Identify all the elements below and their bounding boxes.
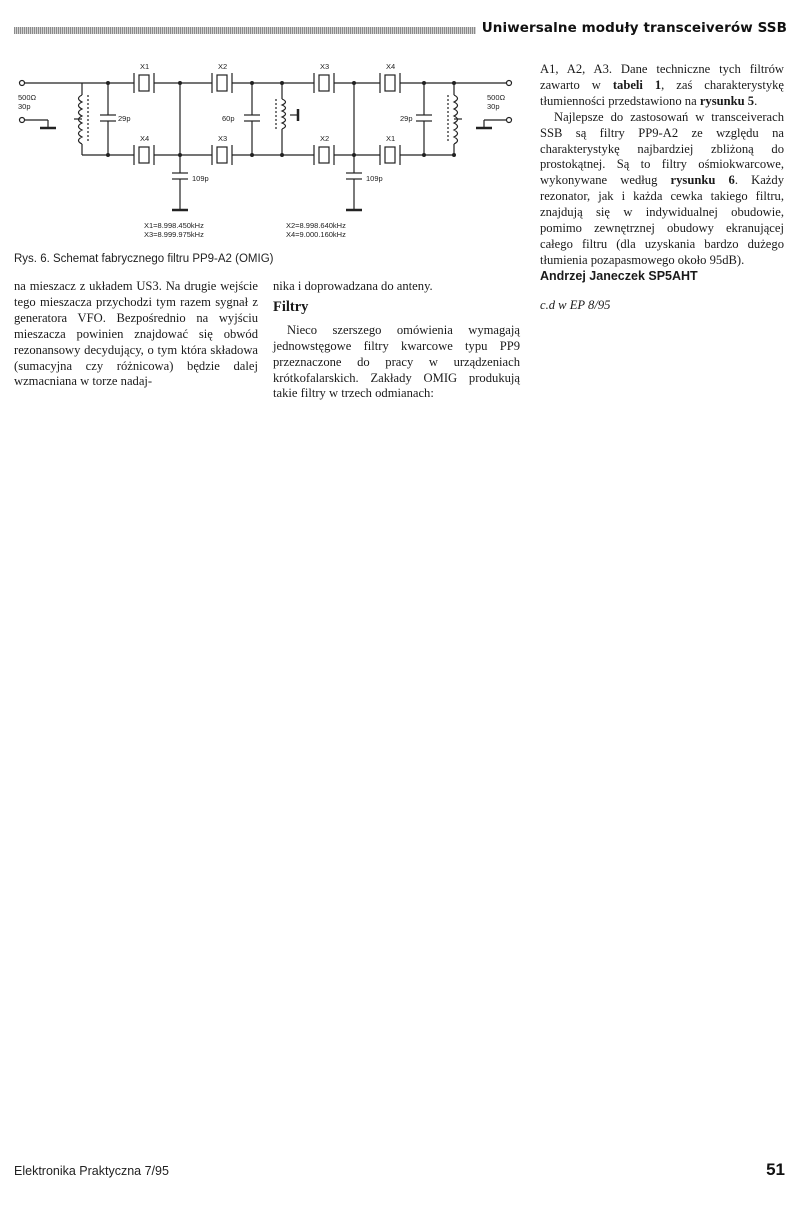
label-crystal-top-3: X3 <box>320 62 330 71</box>
paragraph-col2-intro: nika i doprowadzana do anteny. <box>273 279 433 293</box>
crystal-x4-top <box>385 75 395 91</box>
paragraph-col3-1: A1, A2, A3. Dane techniczne tych filtrów zawarto w tabeli 1, zaś charakterystykę tłumienności przedstawiono na rysunku 5. <box>540 62 785 108</box>
freq-note-right-1: X2=8.998.640kHz <box>286 221 346 230</box>
label-crystal-bottom-2: X3 <box>218 134 228 143</box>
port-right-capacitance: 30p <box>487 102 500 111</box>
coil-center <box>282 99 286 129</box>
label-crystal-bottom-3: X2 <box>320 134 330 143</box>
freq-note-left-1: X1=8.998.450kHz <box>144 221 204 230</box>
label-crystal-top-4: X4 <box>386 62 396 71</box>
running-header: Uniwersalne moduły transceiverów SSB <box>481 20 787 36</box>
header-decor-bar <box>14 27 476 34</box>
terminal-right-top <box>507 81 512 86</box>
ref-tabela: tabeli 1 <box>612 77 662 92</box>
label-crystal-top-1: X1 <box>140 62 150 71</box>
port-right-impedance: 500Ω <box>487 93 506 102</box>
author-signature: Andrzej Janeczek SP5AHT <box>540 268 698 283</box>
footer-magazine: Elektronika Praktyczna 7/95 <box>14 1164 169 1178</box>
label-cap-29p-right: 29p <box>400 114 413 123</box>
section-heading-filtry: Filtry <box>273 298 309 315</box>
label-crystal-top-2: X2 <box>218 62 228 71</box>
page-number: 51 <box>766 1160 785 1179</box>
port-left-impedance: 500Ω <box>18 93 37 102</box>
label-cap-60p: 60p <box>222 114 235 123</box>
column-3 <box>540 62 784 314</box>
label-cap-109p-right: 109p <box>366 174 383 183</box>
terminal-left-bottom <box>20 118 25 123</box>
crystal-x4-bottom <box>139 147 149 163</box>
crystal-x3-top <box>319 75 329 91</box>
label-crystal-bottom-1: X4 <box>140 134 150 143</box>
freq-note-right-2: X4=9.000.160kHz <box>286 230 346 239</box>
port-left-capacitance: 30p <box>18 102 31 111</box>
terminal-right-bottom <box>507 118 512 123</box>
crystal-x2-bottom <box>319 147 329 163</box>
label-crystal-bottom-4: X1 <box>386 134 396 143</box>
crystal-x1-top <box>139 75 149 91</box>
figure-caption: Rys. 6. Schemat fabrycznego filtru PP9-A2 (OMIG) <box>14 253 274 265</box>
paragraph-col1: na mieszacz z układem US3. Na drugie wejście tego mieszacza przychodzi tym razem sygnał z generatora VFO. Bezpośrednio na wyjściu mieszacza powinien znajdować się obwód rezonansowy decydujący, o tym która składowa (sumacyjna czy różnicowa) będzie dalej wzmacniana w torze nadaj- <box>14 279 258 389</box>
paragraph-col3-2: Najlepsze do zastosowań w transceiverach SSB są filtry PP9-A2 ze względu na charakterystykę najbardziej zbliżoną do prostokątnej. Są to filtry ośmiokwarcowe, wykonywane według rysunku 6. Każdy rezonator, jak i każda cewka takiego filtru, znajdują się w indywidualnej obudowie, pomimo zewnętrznej obudowy ekranującej całego filtru (dla uzyskania bardzo dużego tłumienia pozapasmowego około 95dB). <box>540 109 784 267</box>
label-cap-109p-left: 109p <box>192 174 209 183</box>
filter-schematic <box>14 55 514 245</box>
continuation-note: c.d w EP 8/95 <box>540 297 611 312</box>
ref-rysunek-6: rysunku 6 <box>670 173 735 188</box>
freq-note-left-2: X3=8.999.975kHz <box>144 230 204 239</box>
terminal-left-top <box>20 81 25 86</box>
label-cap-29p-left: 29p <box>118 114 131 123</box>
crystal-x3-bottom <box>217 147 227 163</box>
crystal-x2-top <box>217 75 227 91</box>
crystal-x1-bottom <box>385 147 395 163</box>
column-1 <box>14 279 258 390</box>
paragraph-col2: Nieco szerszego omówienia wymagają jednowstęgowe filtry kwarcowe typu PP9 przeznaczone do pracy w urządzeniach krótkofalarskich. Zakłady OMIG produkują takie filtry w trzech odmianach: <box>273 322 520 401</box>
column-2 <box>273 279 520 402</box>
ref-rysunek-5: rysunku 5 <box>699 93 755 108</box>
